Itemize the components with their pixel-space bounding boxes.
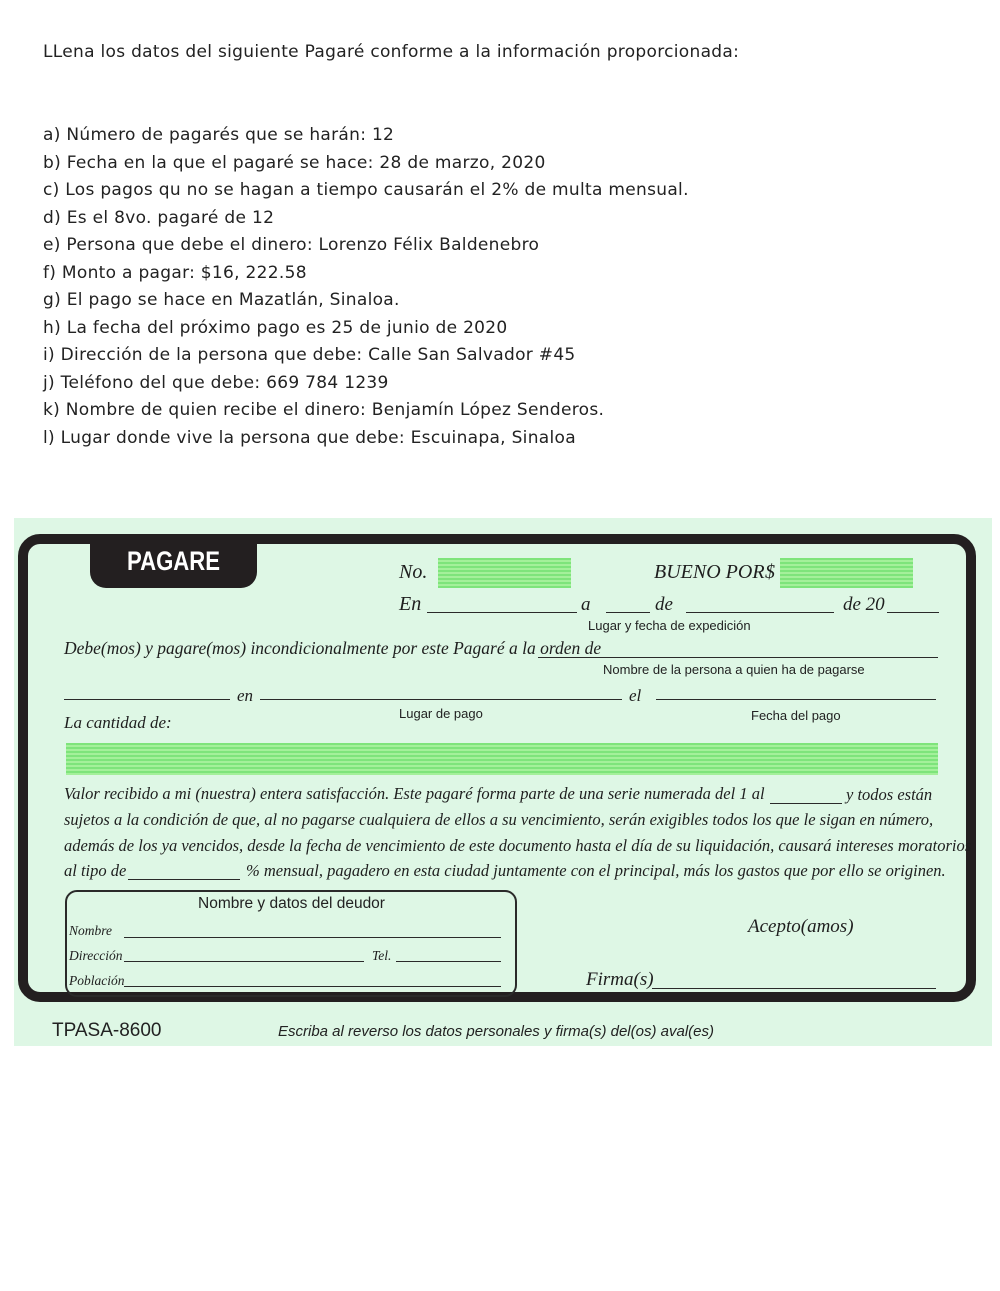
list-item: h) La fecha del próximo pago es 25 de junio de 2020	[43, 317, 508, 338]
expedicion-caption: Lugar y fecha de expedición	[588, 618, 751, 633]
en2-label: en	[237, 686, 254, 705]
currency-symbol: $	[765, 561, 775, 583]
instructions-list	[43, 122, 689, 452]
bueno-por-label: BUENO POR	[654, 561, 765, 583]
debtor-box	[65, 890, 517, 997]
debtor-name-field[interactable]	[124, 937, 501, 938]
month-field[interactable]	[686, 612, 834, 613]
day-field[interactable]	[606, 612, 650, 613]
debtor-title: Nombre y datos del deudor	[198, 895, 385, 912]
list-item: k) Nombre de quien recibe el dinero: Benjamín López Senderos.	[43, 400, 605, 420]
debtor-phone-field[interactable]	[396, 961, 501, 962]
year-field[interactable]	[887, 612, 939, 613]
list-item: b) Fecha en la que el pagaré se hace: 28 de marzo, 2020	[43, 152, 546, 173]
de-label: de	[655, 594, 673, 615]
no-field[interactable]	[438, 558, 571, 588]
payment-place-field[interactable]	[260, 699, 622, 700]
pagare-title-tab	[90, 540, 257, 588]
paragraph-line1-a: Valor recibido a mi (nuestra) entera satisfacción. Este pagaré forma parte de una serie numerada del 1 al	[64, 784, 765, 803]
paragraph-line3: además de los ya vencidos, desde la fecha de vencimiento de este documento hasta el día de su liquidación, causará intereses moratorios	[64, 836, 972, 855]
instructions-heading: LLena los datos del siguiente Pagaré conforme a la información proporcionada:	[43, 42, 740, 62]
series-total-field[interactable]	[770, 803, 842, 804]
paragraph-line2: sujetos a la condición de que, al no pagarse cualquiera de ellos a su vencimiento, serán exigibles todos los que le sigan en número,	[64, 810, 934, 829]
amount-field[interactable]	[66, 743, 938, 775]
pagare-form	[14, 518, 992, 1046]
bueno-por-field[interactable]	[780, 558, 913, 588]
lugar-pago-caption: Lugar de pago	[399, 706, 483, 721]
list-item: f) Monto a pagar: $16, 222.58	[43, 262, 307, 283]
extra-field[interactable]	[64, 699, 230, 700]
firma-label: Firma(s)	[586, 969, 654, 990]
list-item: i) Dirección de la persona que debe: Calle San Salvador #45	[43, 345, 576, 365]
signature-field[interactable]	[652, 988, 936, 989]
payee-field[interactable]	[538, 657, 938, 658]
pagare-title: PAGARE	[126, 546, 221, 576]
list-item: l) Lugar donde vive la persona que debe: Escuinapa, Sinaloa	[43, 427, 576, 448]
el-label: el	[629, 686, 642, 705]
paragraph-line4-b: % mensual, pagadero en esta ciudad juntamente con el principal, más los gastos que por ello se originen.	[246, 861, 946, 880]
no-label: No.	[399, 561, 428, 583]
a-label: a	[581, 594, 591, 615]
list-item: c) Los pagos qu no se hagan a tiempo causarán el 2% de multa mensual.	[43, 180, 689, 200]
nombre-label: Nombre	[69, 923, 112, 938]
paragraph-line4-a: al tipo de	[64, 861, 127, 880]
direccion-label: Dirección	[69, 948, 123, 963]
reverse-note: Escriba al reverso los datos personales y firma(s) del(os) aval(es)	[278, 1023, 714, 1040]
tel-label: Tel.	[372, 948, 392, 963]
poblacion-label: Población	[69, 973, 125, 988]
list-item: g) El pago se hace en Mazatlán, Sinaloa.	[43, 290, 400, 310]
list-item: e) Persona que debe el dinero: Lorenzo Félix Baldenebro	[43, 235, 540, 255]
paragraph-line1-b: y todos están	[846, 785, 933, 804]
payee-caption: Nombre de la persona a quien ha de pagarse	[603, 662, 865, 677]
de20-label: de 20	[843, 594, 885, 615]
orden-text: Debe(mos) y pagare(mos) incondicionalmente por este Pagaré a la orden de	[64, 638, 602, 658]
list-item: a) Número de pagarés que se harán: 12	[43, 125, 395, 145]
debtor-town-field[interactable]	[124, 986, 501, 987]
debtor-address-field[interactable]	[124, 961, 364, 962]
list-item: j) Teléfono del que debe: 669 784 1239	[43, 372, 389, 393]
cantidad-label: La cantidad de:	[64, 713, 172, 732]
place-field[interactable]	[427, 612, 577, 613]
list-item: d) Es el 8vo. pagaré de 12	[43, 207, 275, 228]
fecha-pago-caption: Fecha del pago	[751, 708, 841, 723]
en-label: En	[399, 593, 422, 615]
form-code: TPASA-8600	[52, 1020, 162, 1041]
payment-date-field[interactable]	[656, 699, 936, 700]
interest-rate-field[interactable]	[128, 879, 240, 880]
acepto-label: Acepto(amos)	[748, 916, 854, 937]
